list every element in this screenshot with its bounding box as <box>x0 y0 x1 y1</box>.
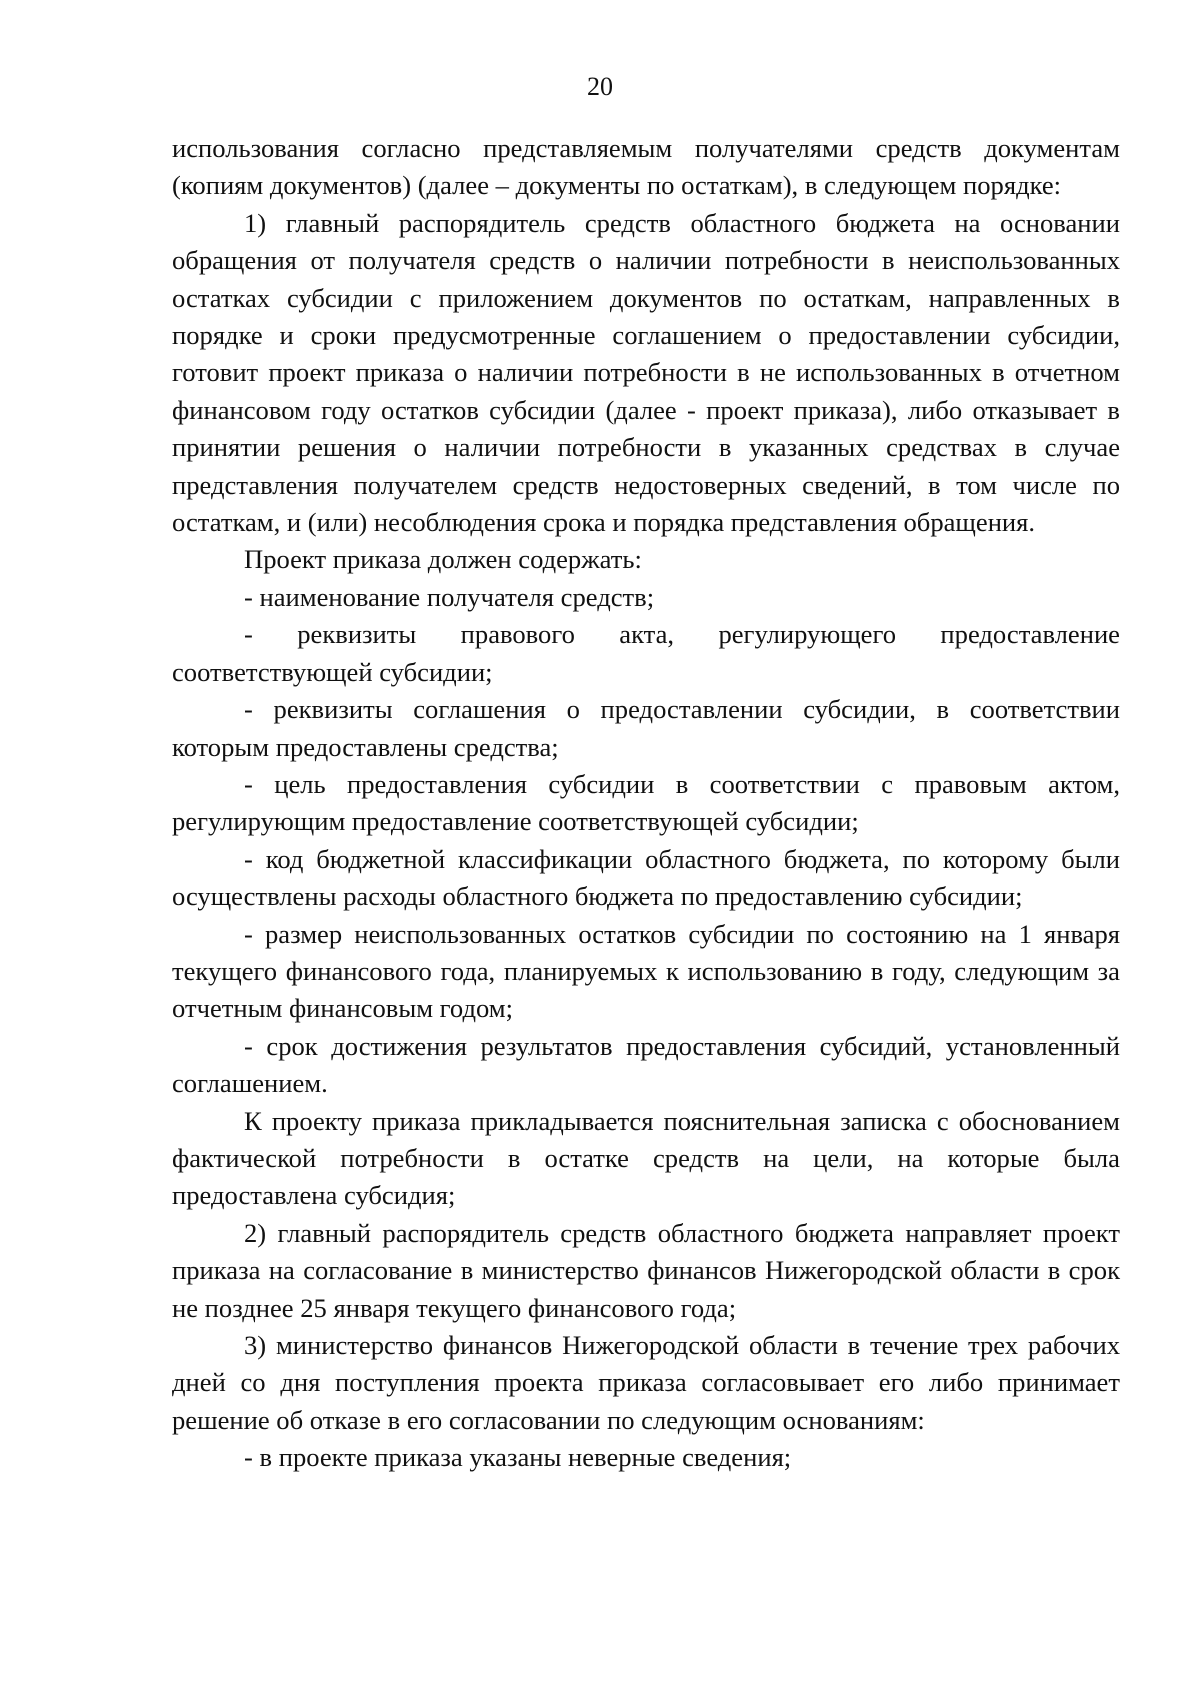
paragraph-item-2: 2) главный распорядитель средств областного бюджета направляет проект приказа на согласование в министерство финансов Нижегородской области в срок не позднее 25 января текущего финансового года; <box>172 1217 1120 1323</box>
list-item-remaining-amount: - размер неиспользованных остатков субсидии по состоянию на 1 января текущего финансового года, планируемых к использованию в году, следующим за отчетным финансовым годом; <box>172 918 1120 1024</box>
list-item-agreement-details: - реквизиты соглашения о предоставлении субсидии, в соответствии которым предоставлены средства; <box>172 694 1120 762</box>
list-item-budget-code: - код бюджетной классификации областного бюджета, по которому были осуществлены расходы областного бюджета по предоставлению субсидии; <box>172 843 1120 912</box>
paragraph-order-contents-heading: Проект приказа должен содержать: <box>244 544 642 575</box>
paragraph-item-1: 1) главный распорядитель средств областного бюджета на основании обращения от получателя средств о наличии потребности в неиспользованных остатках субсидии с приложением документов по остаткам, направленных в порядке и сроки предусмотренные соглашением о предоставлении субсидии, готовит проект приказа о наличии потребности в не использованных в отчетном финансовом году остатков субсидии (далее - проект приказа), либо отказывает в принятии решения о наличии потребности в указанных средствах в случае представления получателем средств недостоверных сведений, в том числе по остаткам, и (или) несоблюдения срока и порядка представления обращения. <box>172 207 1120 538</box>
list-item-subsidy-purpose: - цель предоставления субсидии в соответствии с правовым актом, регулирующим предоставление соответствующей субсидии; <box>172 768 1120 837</box>
list-item-deadline: - срок достижения результатов предоставления субсидий, установленный соглашением. <box>172 1030 1120 1099</box>
paragraph-explanatory-note: К проекту приказа прикладывается пояснительная записка с обоснованием фактической потребности в остатке средств на цели, на которые была предоставлена субсидия; <box>172 1105 1120 1211</box>
list-item-legal-act-details: - реквизиты правового акта, регулирующего предоставление соответствующей субсидии; <box>172 619 1120 687</box>
list-item-incorrect-info: - в проекте приказа указаны неверные сведения; <box>244 1442 792 1473</box>
page-number: 20 <box>587 72 613 101</box>
paragraph-intro: использования согласно представляемым получателями средств документам (копиям документов) (далее – документы по остаткам), в следующем порядке: <box>172 133 1120 201</box>
list-item-recipient-name: - наименование получателя средств; <box>244 581 655 612</box>
paragraph-item-3: 3) министерство финансов Нижегородской области в течение трех рабочих дней со дня поступления проекта приказа согласовывает его либо принимает решение об отказе в его согласовании по следующим основаниям: <box>172 1330 1120 1435</box>
document-body <box>172 130 1120 1477</box>
